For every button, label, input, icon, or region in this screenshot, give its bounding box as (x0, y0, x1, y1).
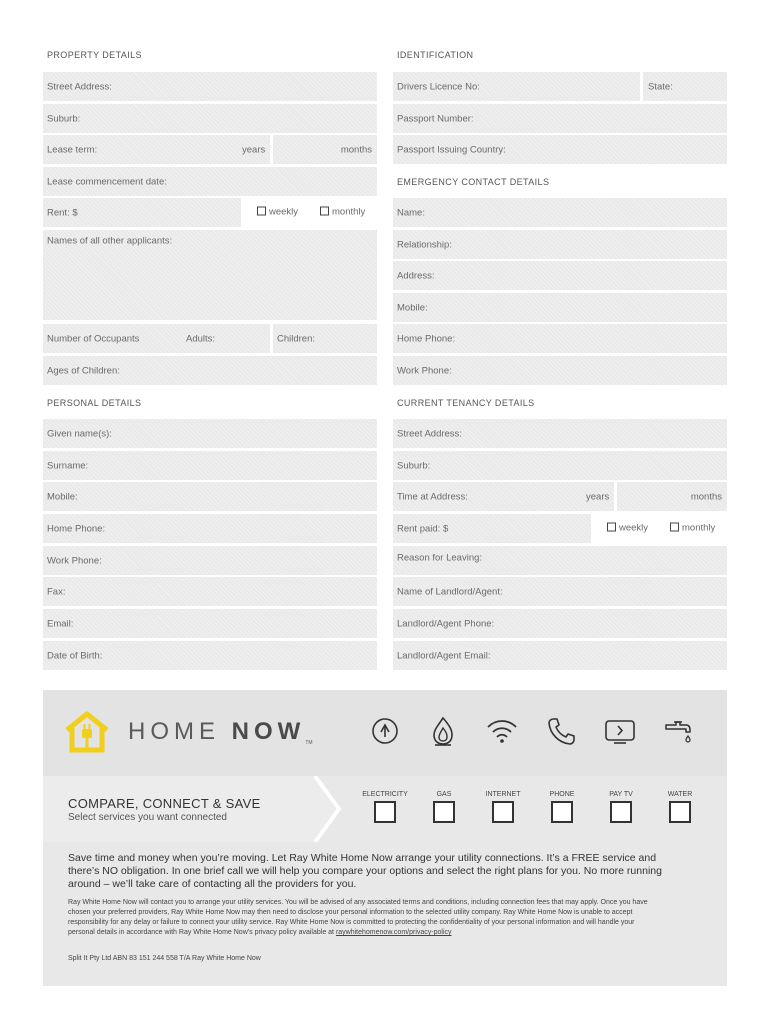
lease-commencement-field[interactable] (43, 167, 377, 196)
email-field[interactable] (43, 609, 377, 638)
water-checkbox[interactable] (669, 801, 691, 823)
surname-label: Surname: (47, 460, 89, 471)
landlord-name-field[interactable] (393, 577, 727, 606)
rent-paid-weekly-label: weekly (619, 522, 649, 534)
lease-years-label: years (242, 144, 266, 155)
suburb-field[interactable] (43, 104, 377, 133)
personal-details-title: PERSONAL DETAILS (47, 398, 142, 408)
privacy-policy-link[interactable]: raywhitehomenow.com/privacy-policy (335, 929, 452, 936)
given-names-field[interactable] (43, 419, 377, 448)
passport-country-field[interactable] (393, 135, 727, 164)
rent-paid-weekly-option[interactable] (607, 523, 648, 534)
water-label: WATER (667, 791, 693, 798)
tenancy-suburb-label: Suburb: (397, 460, 431, 471)
home-now-wordmark (128, 718, 313, 746)
property-details-title: PROPERTY DETAILS (47, 50, 142, 60)
fine-print-text: Ray White Home Now will contact you to arrange your utility services. You will be advised of any associated terms and conditions, including connection fees that may apply. Once you have chosen your preferred providers, Ray White Home Now may then need to disclose your personal information to the selected utility company. Ray White Home Now is unable to accept responsibility for any delay or failure to connect your utility service. Ray White Home Now is committed to protecting the confidentiality of your personal information and will handle your personal details in accordance with Ray White Home Now’s privacy policy available at (68, 899, 648, 936)
rent-monthly-option[interactable] (320, 207, 365, 218)
rent-frequency (244, 198, 377, 227)
rent-paid-field[interactable] (393, 514, 591, 543)
internet-wifi-icon (485, 714, 519, 748)
rent-paid-monthly-label: monthly (682, 522, 716, 534)
pay-tv-icon (603, 714, 637, 748)
given-names-label: Given name(s): (47, 428, 112, 439)
passport-number-label: Passport Number: (397, 113, 474, 124)
electricity-icon (368, 714, 402, 748)
emergency-home-phone-field[interactable] (393, 324, 727, 353)
emergency-mobile-label: Mobile: (397, 302, 428, 313)
rent-paid-label: Rent paid: $ (397, 523, 449, 534)
rent-paid-monthly-checkbox[interactable] (670, 523, 679, 532)
lease-commencement-label: Lease commencement date: (47, 176, 167, 187)
emergency-mobile-field[interactable] (393, 293, 727, 322)
weekly-checkbox[interactable] (257, 207, 266, 216)
drivers-licence-label: Drivers Licence No: (397, 81, 480, 92)
emergency-work-phone-label: Work Phone: (397, 365, 452, 376)
rent-paid-weekly-checkbox[interactable] (607, 523, 616, 532)
terms-fine-print (68, 898, 658, 938)
tenancy-street-label: Street Address: (397, 428, 462, 439)
pay-tv-checkbox[interactable] (610, 801, 632, 823)
internet-checkbox[interactable] (492, 801, 514, 823)
phone-label: PHONE (549, 791, 575, 798)
lease-months-label: months (340, 144, 372, 155)
adults-label: Adults: (186, 333, 216, 344)
gas-checkbox[interactable] (433, 801, 455, 823)
emergency-work-phone-field[interactable] (393, 356, 727, 385)
fax-field[interactable] (43, 577, 377, 606)
phone-checkbox[interactable] (551, 801, 573, 823)
brand-now-text: NOW (231, 718, 306, 745)
phone-handset-icon (544, 714, 578, 748)
occupants-label: Number of Occupants (47, 333, 140, 344)
rent-weekly-option[interactable] (257, 207, 298, 218)
other-applicants-field[interactable] (43, 230, 377, 320)
tenancy-street-field[interactable] (393, 419, 727, 448)
passport-number-field[interactable] (393, 104, 727, 133)
brand-home-text: HOME (128, 718, 220, 745)
home-now-panel (43, 690, 727, 986)
monthly-checkbox[interactable] (320, 207, 329, 216)
identification-title: IDENTIFICATION (397, 50, 474, 60)
water-tap-icon (662, 714, 696, 748)
ages-of-children-field[interactable] (43, 356, 377, 385)
occupants-adults-field[interactable] (43, 324, 270, 353)
ages-of-children-label: Ages of Children: (47, 365, 120, 376)
landlord-name-label: Name of Landlord/Agent: (397, 586, 503, 597)
email-label: Email: (47, 618, 74, 629)
weekly-label: weekly (269, 206, 299, 218)
date-of-birth-field[interactable] (43, 641, 377, 670)
personal-home-phone-field[interactable] (43, 514, 377, 543)
pay-tv-label: PAY TV (609, 791, 633, 798)
rent-field[interactable] (43, 198, 241, 227)
licence-state-field[interactable] (643, 72, 727, 101)
tenancy-months-label: months (690, 491, 722, 502)
electricity-label: ELECTRICITY (362, 791, 408, 798)
reason-for-leaving-label: Reason for Leaving: (397, 552, 483, 564)
fax-label: Fax: (47, 586, 66, 597)
electricity-checkbox[interactable] (374, 801, 396, 823)
tenancy-suburb-field[interactable] (393, 451, 727, 480)
emergency-home-phone-label: Home Phone: (397, 333, 456, 344)
gas-label: GAS (436, 791, 452, 798)
compare-connect-save-heading: COMPARE, CONNECT & SAVE (68, 796, 261, 811)
licence-state-label: State: (648, 81, 673, 92)
children-field[interactable] (273, 324, 377, 353)
lease-term-years-field[interactable] (43, 135, 270, 164)
suburb-label: Suburb: (47, 113, 81, 124)
emergency-contact-title: EMERGENCY CONTACT DETAILS (397, 177, 550, 187)
gas-flame-icon (426, 714, 460, 748)
personal-work-phone-field[interactable] (43, 546, 377, 575)
reason-for-leaving-field[interactable] (393, 546, 727, 575)
select-services-subheading: Select services you want connected (68, 812, 227, 823)
emergency-name-label: Name: (397, 207, 425, 218)
street-address-label: Street Address: (47, 81, 112, 92)
personal-mobile-label: Mobile: (47, 491, 78, 502)
rent-label: Rent: $ (47, 207, 78, 218)
drivers-licence-field[interactable] (393, 72, 640, 101)
time-at-address-label: Time at Address: (397, 491, 468, 502)
emergency-address-label: Address: (397, 270, 435, 281)
abn-statement: Split It Pty Ltd ABN 83 151 244 558 T/A Ray White Home Now (68, 955, 261, 962)
relationship-field[interactable] (393, 230, 727, 259)
personal-work-phone-label: Work Phone: (47, 555, 102, 566)
tenancy-years-label: years (586, 491, 610, 502)
landlord-email-label: Landlord/Agent Email: (397, 650, 491, 661)
rent-paid-monthly-option[interactable] (670, 523, 715, 534)
surname-field[interactable] (43, 451, 377, 480)
current-tenancy-title: CURRENT TENANCY DETAILS (397, 398, 535, 408)
brand-trademark: TM (305, 740, 313, 746)
landlord-phone-field[interactable] (393, 609, 727, 638)
internet-label: INTERNET (485, 791, 521, 798)
lease-term-months-field[interactable] (273, 135, 377, 164)
landlord-phone-label: Landlord/Agent Phone: (397, 618, 495, 629)
house-plug-logo-icon (63, 710, 111, 754)
other-applicants-label: Names of all other applicants: (47, 235, 173, 247)
lease-term-label: Lease term: (47, 144, 98, 155)
street-address-field[interactable] (43, 72, 377, 101)
date-of-birth-label: Date of Birth: (47, 650, 103, 661)
passport-country-label: Passport Issuing Country: (397, 144, 506, 155)
home-now-description: Save time and money when you’re moving. Let Ray White Home Now arrange your utility connections. It’s a FREE service and there’s NO obligation. In one brief call we will help you compare your options and select the right plans for you. No more running around – we’ll take care of contacting all the providers for you. (68, 852, 662, 890)
rent-paid-frequency (594, 514, 727, 543)
home-now-banner (43, 690, 727, 776)
emergency-address-field[interactable] (393, 261, 727, 290)
personal-home-phone-label: Home Phone: (47, 523, 106, 534)
monthly-label: monthly (332, 206, 366, 218)
landlord-email-field[interactable] (393, 641, 727, 670)
personal-mobile-field[interactable] (43, 482, 377, 511)
children-label: Children: (277, 333, 316, 344)
emergency-name-field[interactable] (393, 198, 727, 227)
time-at-address-years-field[interactable] (393, 482, 614, 511)
time-at-address-months-field[interactable] (617, 482, 727, 511)
relationship-label: Relationship: (397, 239, 452, 250)
